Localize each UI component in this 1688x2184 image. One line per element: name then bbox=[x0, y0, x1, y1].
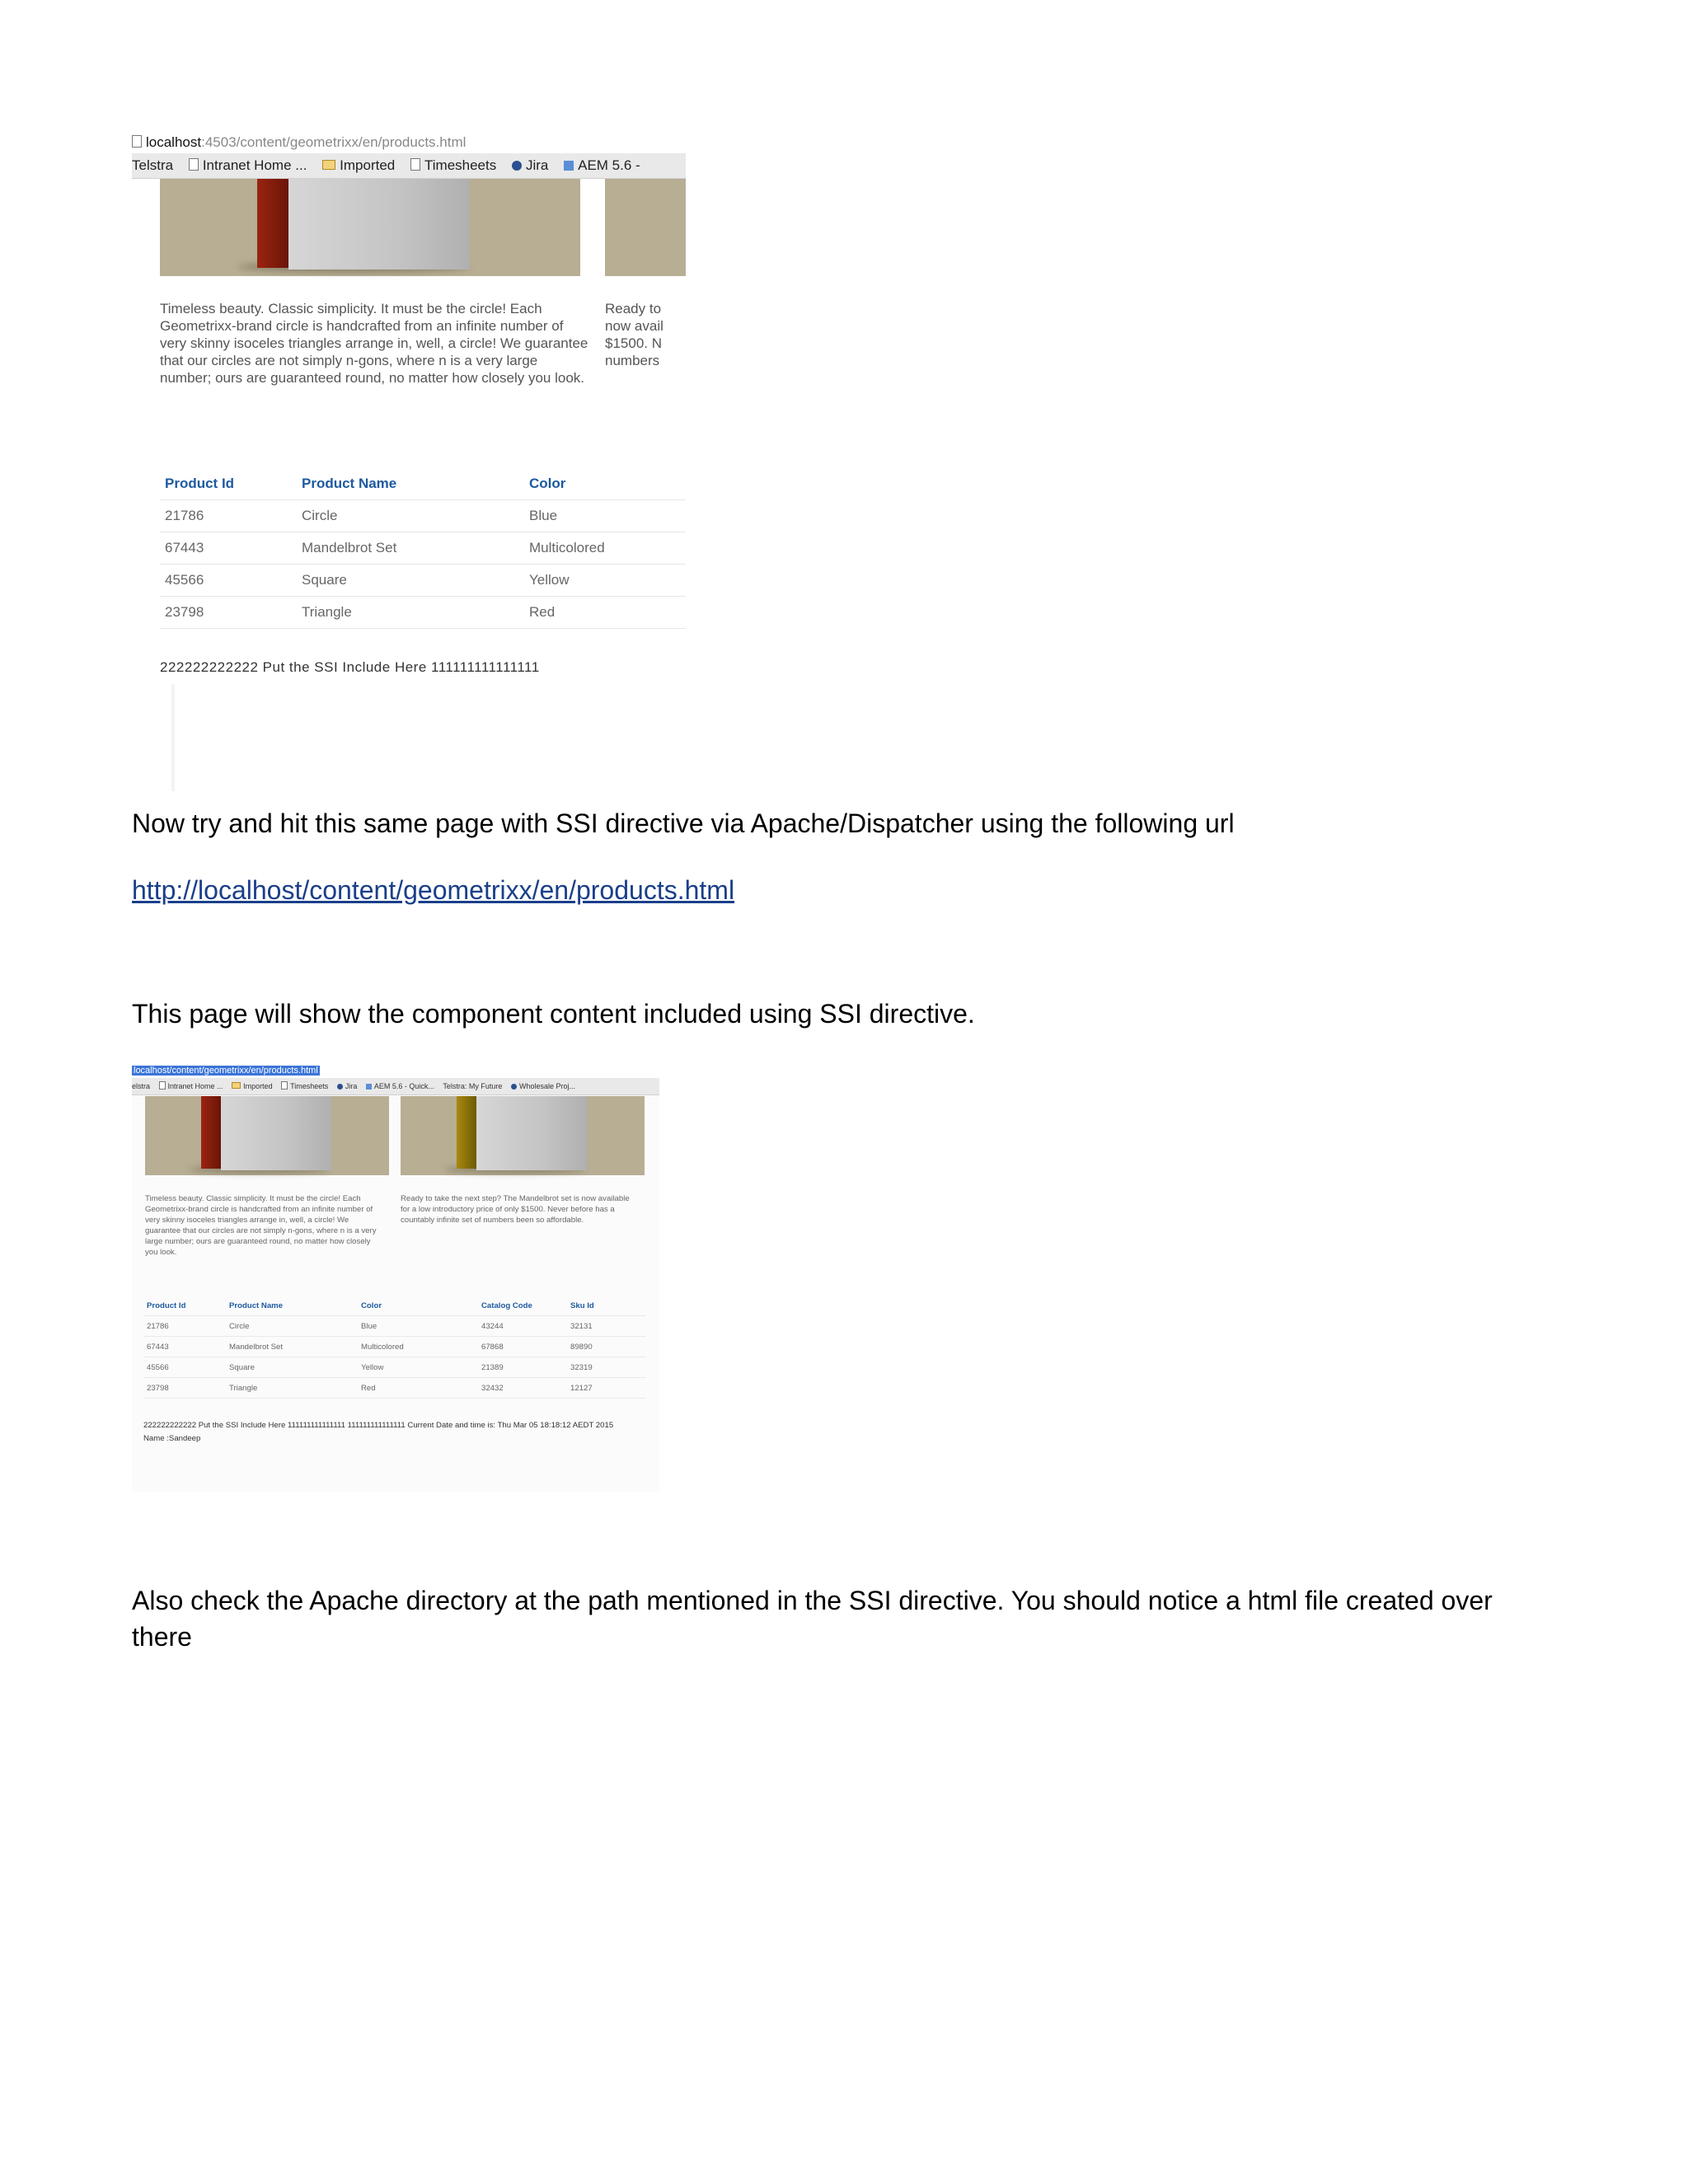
product-description-circle: Timeless beauty. Classic simplicity. It must be the circle! Each Geometrixx-brand circle is handcrafted from an infinite number of very skinny isoceles triangles arrange in, well, a circle! We guarantee that our circles are not simply n-gons, where n is a very large number; ours are guaranteed round, no matter how closely you look. bbox=[145, 1194, 377, 1257]
ssi-included-content bbox=[143, 1419, 646, 1446]
table-header-row bbox=[143, 1296, 646, 1316]
column-header: Sku Id bbox=[567, 1296, 646, 1316]
product-image-mandelbrot bbox=[401, 1096, 645, 1175]
bookmark-telstra-future[interactable]: Telstra: My Future bbox=[443, 1082, 503, 1090]
bookmark-imported[interactable]: Imported bbox=[232, 1078, 273, 1094]
bookmark-timesheets[interactable]: Timesheets bbox=[410, 153, 496, 178]
jira-icon bbox=[337, 1084, 343, 1090]
screenshot-dispatcher bbox=[132, 1063, 659, 1492]
url-link-line bbox=[132, 872, 1550, 908]
table-row: 67443 Mandelbrot Set Multicolored bbox=[160, 532, 686, 565]
instruction-paragraph-3: Also check the Apache directory at the path mentioned in the SSI directive. You should notice a html file created over there bbox=[132, 1586, 1493, 1652]
instruction-paragraph-2: This page will show the component content included using SSI directive. bbox=[132, 999, 975, 1029]
column-header: Product Name bbox=[226, 1296, 358, 1316]
aem-icon bbox=[564, 161, 574, 171]
column-header: Product Id bbox=[160, 468, 297, 500]
table-row: 45566 Square Yellow 21389 32319 bbox=[143, 1357, 646, 1378]
column-header: Product Id bbox=[143, 1296, 226, 1316]
page-icon bbox=[410, 158, 420, 171]
address-bar[interactable] bbox=[132, 1063, 659, 1078]
product-table bbox=[160, 468, 686, 629]
bookmark-intranet[interactable]: Intranet Home ... bbox=[189, 153, 307, 178]
bookmark-telstra[interactable]: elstra bbox=[132, 1082, 151, 1090]
aem-icon bbox=[366, 1084, 372, 1090]
url-host: localhost bbox=[146, 134, 202, 150]
table-header-row bbox=[160, 468, 686, 500]
column-header: Color bbox=[524, 468, 686, 500]
bookmark-jira[interactable]: Jira bbox=[337, 1078, 358, 1094]
divider bbox=[171, 684, 175, 791]
bookmarks-bar bbox=[132, 153, 686, 179]
ssi-name-line: Name :Sandeep bbox=[143, 1434, 201, 1443]
product-description-2: Ready to now avail $1500. N numbers bbox=[605, 301, 663, 368]
column-header: Product Name bbox=[297, 468, 524, 500]
table-row: 45566 Square Yellow bbox=[160, 565, 686, 597]
product-image-mandelbrot bbox=[605, 179, 686, 276]
globe-icon bbox=[511, 1084, 517, 1090]
product-description-mandelbrot: Ready to take the next step? The Mandelbrot set is now available for a low introductory price of only $1500. Never before has a countably infinite set of numbers been so affordable. bbox=[401, 1194, 630, 1225]
bookmark-telstra[interactable]: Telstra bbox=[132, 157, 174, 173]
screenshot-publish-instance bbox=[132, 132, 686, 791]
bookmark-aem[interactable]: AEM 5.6 - Quick... bbox=[366, 1078, 434, 1094]
bookmark-jira[interactable]: Jira bbox=[512, 153, 548, 178]
ssi-placeholder-text: 222222222222 Put the SSI Include Here 111111111111111 bbox=[160, 659, 540, 675]
bookmark-intranet[interactable]: Intranet Home ... bbox=[159, 1078, 223, 1094]
bookmark-imported[interactable]: Imported bbox=[322, 153, 395, 178]
bookmark-wholesale[interactable]: Wholesale Proj... bbox=[511, 1078, 575, 1094]
url-path: :4503/content/geometrixx/en/products.html bbox=[201, 134, 467, 150]
page-icon bbox=[189, 158, 199, 171]
folder-icon bbox=[232, 1082, 241, 1089]
product-table bbox=[143, 1296, 646, 1399]
table-row: 67443 Mandelbrot Set Multicolored 67868 89890 bbox=[143, 1337, 646, 1357]
table-row: 21786 Circle Blue bbox=[160, 500, 686, 532]
product-description: Timeless beauty. Classic simplicity. It must be the circle! Each Geometrixx-brand circle is handcrafted from an infinite number of very skinny isoceles triangles arrange in, well, a circle! We guarantee that our circles are not simply n-gons, where n is a very large number; ours are guaranteed round, no matter how closely you look. bbox=[160, 301, 588, 386]
page-icon bbox=[132, 135, 142, 148]
jira-icon bbox=[512, 161, 522, 171]
page-icon bbox=[281, 1081, 288, 1090]
page-icon bbox=[159, 1081, 166, 1090]
products-url-link[interactable]: http://localhost/content/geometrixx/en/products.html bbox=[132, 875, 735, 905]
bookmark-aem[interactable]: AEM 5.6 - bbox=[564, 153, 640, 178]
bookmark-timesheets[interactable]: Timesheets bbox=[281, 1078, 328, 1094]
bookmarks-bar bbox=[132, 1078, 659, 1095]
address-bar[interactable] bbox=[132, 132, 686, 153]
table-row: 23798 Triangle Red bbox=[160, 597, 686, 629]
folder-icon bbox=[322, 160, 335, 170]
ssi-output-line: 222222222222 Put the SSI Include Here 111111111111111 111111111111111 Current Date and time is: Thu Mar 05 18:18:12 AEDT 2015 bbox=[143, 1421, 614, 1430]
column-header: Catalog Code bbox=[478, 1296, 567, 1316]
instruction-paragraph-1: Now try and hit this same page with SSI directive via Apache/Dispatcher using the following url bbox=[132, 808, 1235, 838]
url-text: localhost/content/geometrixx/en/products.html bbox=[134, 1066, 318, 1076]
table-row: 21786 Circle Blue 43244 32131 bbox=[143, 1316, 646, 1337]
table-row: 23798 Triangle Red 32432 12127 bbox=[143, 1378, 646, 1399]
product-image-circle bbox=[145, 1096, 389, 1175]
column-header: Color bbox=[358, 1296, 478, 1316]
product-image-circle bbox=[160, 179, 580, 276]
